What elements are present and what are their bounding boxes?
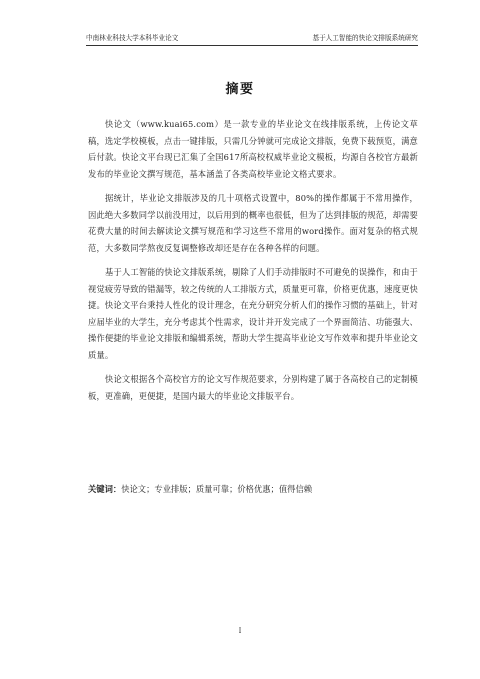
keywords-text: 快论文；专业排版；质量可靠；价格优惠；值得信赖 [121,484,313,494]
abstract-title: 摘要 [225,82,255,97]
header-rule [86,45,418,46]
keywords-line [88,483,418,495]
header-university: 中南林业科技大学本科毕业论文 [86,34,179,42]
abstract-paragraph-4: 快论文根据各个高校官方的论文写作规范要求，分别构建了属于各高校自己的定制模板，更准确，更便捷，是国内最大的毕业论文排版平台。 [88,374,418,401]
keywords-label: 关键词： [88,484,122,494]
abstract-body [88,116,418,412]
page-number: I [238,627,242,635]
running-header [86,34,418,43]
abstract-paragraph-1: 快论文（www.kuai65.com）是一款专业的毕业论文在线排版系统，上传论文草稿，选定学校模板，点击一键排版，只需几分钟就可完成论文排版，免费下载预览，满意后付款。快论文平台现已汇集了全国617所高校权威毕业论文模板，均源自各校官方最新发布的毕业论文撰写规范，基本涵盖了各类高校毕业论文格式要求。 [88,119,418,179]
abstract-paragraph-3: 基于人工智能的快论文排版系统，剔除了人们手动排版时不可避免的误操作，和由于视觉疲劳导致的错漏等，较之传统的人工排版方式，质量更可靠，价格更优惠，速度更快捷。快论文平台秉持人性化的设计理念，在充分研究分析人们的操作习惯的基础上，针对应届毕业的大学生，充分考虑其个性需求，设计并开发完成了一个界面简洁、功能强大、操作便捷的毕业论文排版和编辑系统，帮助大学生提高毕业论文写作效率和提升毕业论文质量。 [88,267,418,360]
abstract-paragraph-2: 据统计，毕业论文排版涉及的几十项格式设置中，80%的操作都属于不常用操作，因此绝大多数同学以前没用过，以后用到的概率也很低，但为了达到排版的规范，却需要花费大量的时间去解读论文撰写规范和学习这些不常用的word操作。面对复杂的格式规范，大多数同学熬夜反复调整修改却还是存在各种各样的问题。 [88,193,418,253]
header-thesis-title: 基于人工智能的快论文排版系统研究 [312,34,418,42]
